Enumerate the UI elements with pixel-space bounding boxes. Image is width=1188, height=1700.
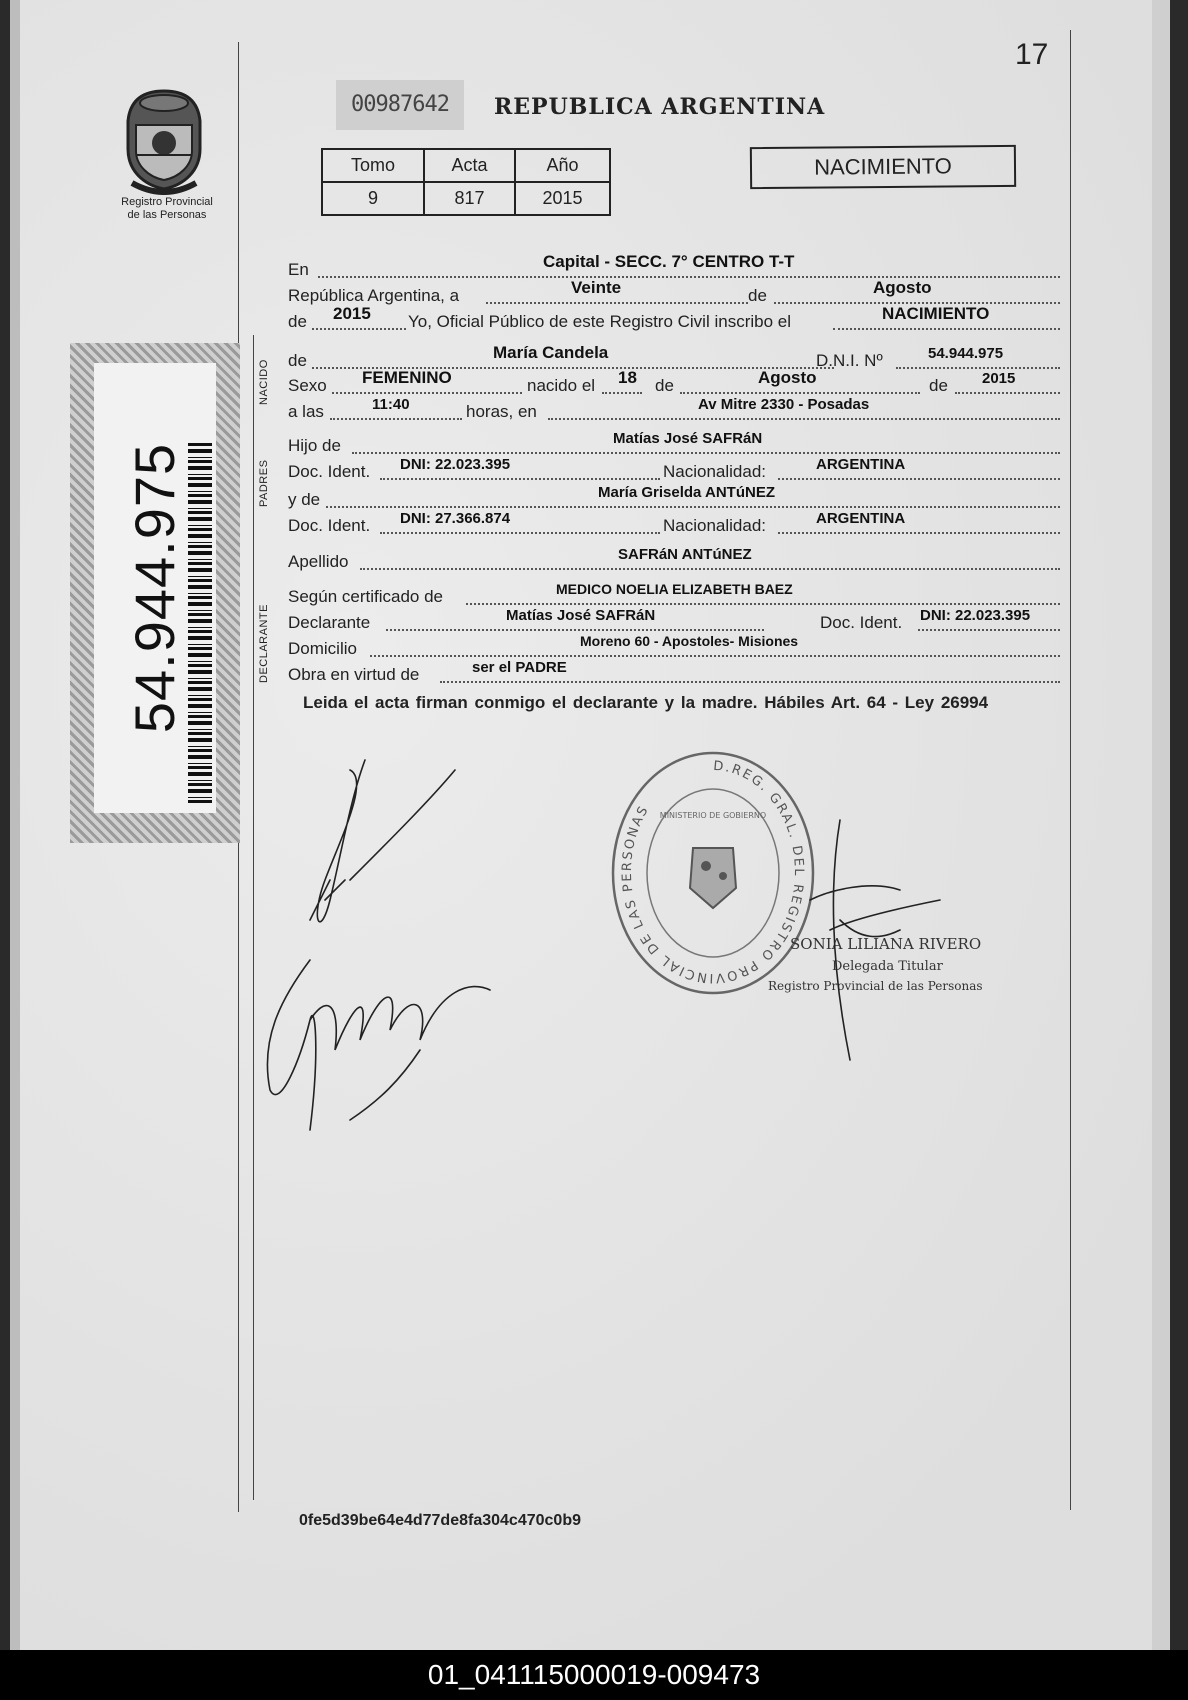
anio-header: Año — [515, 149, 610, 182]
en-value: Capital - SECC. 7° CENTRO T-T — [543, 252, 795, 271]
madre-value: María Griselda ANTúNEZ — [598, 484, 775, 501]
de-label: de — [748, 286, 767, 305]
sexo-value: FEMENINO — [362, 368, 452, 387]
madre-doc-label: Doc. Ident. — [288, 516, 371, 535]
page-right-edge — [1152, 0, 1170, 1650]
decl-doc-value: DNI: 22.023.395 — [920, 607, 1031, 624]
horas-label: horas, en — [466, 402, 537, 421]
padre-doc-value: DNI: 22.023.395 — [400, 456, 511, 473]
footer-id-bar: 01_041115000019-009473 — [0, 1650, 1188, 1700]
row-obra — [288, 659, 1060, 685]
padre-doc-label: Doc. Ident. — [288, 462, 371, 481]
mother-signature — [267, 960, 490, 1130]
dni-value: 54.944.975 — [928, 345, 1004, 362]
lugar-value: Av Mitre 2330 - Posadas — [698, 396, 870, 413]
official-seal-stamp — [608, 748, 818, 1000]
row-apellido — [288, 546, 1060, 572]
yde-label: y de — [288, 490, 321, 509]
acta-table — [321, 148, 611, 216]
right-margin-rule — [1070, 30, 1071, 1510]
madre-nac-value: ARGENTINA — [816, 510, 906, 527]
row-padre — [288, 430, 1060, 456]
de3-label: de — [929, 376, 948, 395]
row-fecha — [288, 278, 1060, 306]
inscribe-value: NACIMIENTO — [882, 304, 990, 323]
page-left-edge — [10, 0, 20, 1650]
provincial-crest-logo — [114, 85, 214, 195]
page-number: 17 — [1015, 38, 1049, 71]
hora-value: 11:40 — [372, 396, 410, 413]
row-madre-doc — [288, 510, 1060, 536]
certificado-value: MEDICO NOELIA ELIZABETH BAEZ — [556, 581, 793, 597]
declarant-signature — [310, 760, 455, 922]
oficial-text: Yo, Oficial Público de este Registro Civil inscribo el — [408, 312, 791, 331]
stamp-inner-text: MINISTERIO DE GOBIERNO — [659, 811, 767, 820]
acta-header: Acta — [424, 149, 515, 182]
dia-value: Veinte — [571, 278, 622, 297]
anio-value: 2015 — [515, 182, 610, 215]
barcode-label — [70, 343, 240, 843]
nombre-value: María Candela — [493, 343, 609, 362]
anio-label: de — [288, 312, 307, 331]
row-madre — [288, 484, 1060, 510]
apellido-value: SAFRáN ANTúNEZ — [618, 546, 752, 563]
alas-label: a las — [288, 402, 324, 421]
tomo-value: 9 — [322, 182, 424, 215]
dni-label: D.N.I. Nº — [816, 351, 883, 370]
obra-value: ser el PADRE — [472, 659, 567, 676]
row-domicilio — [288, 633, 1060, 659]
side-label-padres: PADRES — [258, 459, 270, 507]
nac-dia-value: 18 — [618, 368, 637, 387]
row-en — [288, 252, 1060, 280]
apellido-label: Apellido — [288, 552, 349, 571]
padre-nac-label: Nacionalidad: — [663, 462, 767, 481]
mes-value: Agosto — [873, 278, 932, 297]
serial-number: 00987642 — [336, 80, 464, 130]
official-name: SONIA LILIANA RIVERO — [790, 935, 982, 953]
row-hora — [288, 396, 1060, 422]
sexo-label: Sexo — [288, 376, 327, 395]
closing-statement: Leida el acta firman conmigo el declarante y la madre. Hábiles Art. 64 - Ley 26994 — [303, 693, 989, 712]
decl-doc-label: Doc. Ident. — [820, 613, 903, 632]
barcode-bars — [188, 443, 212, 803]
row-certificado — [288, 581, 1060, 607]
barcode-panel — [94, 363, 216, 813]
row-anio — [288, 304, 1060, 332]
section-rule — [253, 335, 254, 1500]
hijo-label: Hijo de — [288, 436, 341, 455]
registry-label: Registro Provincial de las Personas — [121, 196, 213, 221]
republica-label: República Argentina, a — [288, 286, 460, 305]
domicilio-value: Moreno 60 - Apostoles- Misiones — [580, 633, 799, 649]
country-title: REPUBLICA ARGENTINA — [494, 94, 826, 120]
row-sexo — [288, 368, 1060, 396]
document-hash: 0fe5d39be64e4d77de8fa304c470c0b9 — [299, 1512, 581, 1529]
side-label-declarante: DECLARANTE — [258, 604, 270, 683]
document-type-box: NACIMIENTO — [750, 145, 1016, 189]
madre-doc-value: DNI: 27.366.874 — [400, 510, 511, 527]
declarante-label: Declarante — [288, 613, 371, 632]
domicilio-label: Domicilio — [288, 639, 357, 658]
row-declarante — [288, 607, 1060, 633]
official-role: Delegada Titular — [832, 959, 943, 974]
obra-label: Obra en virtud de — [288, 665, 420, 684]
anio-inscripcion-value: 2015 — [333, 304, 371, 323]
acta-value: 817 — [424, 182, 515, 215]
nacido-label: nacido el — [527, 376, 596, 395]
en-label: En — [288, 260, 309, 279]
side-label-nacido: NACIDO — [258, 359, 270, 405]
nombre-label: de — [288, 351, 307, 370]
de2-label: de — [655, 376, 674, 395]
nac-mes-value: Agosto — [758, 368, 817, 387]
madre-nac-label: Nacionalidad: — [663, 516, 767, 535]
barcode-number: 54.944.975 — [123, 442, 186, 734]
stamp-ring-text: D.REG. GRAL. DEL REGISTRO PROVINCIAL DE LAS PERSONAS — [619, 758, 806, 986]
official-institution: Registro Provincial de las Personas — [768, 979, 983, 993]
padre-value: Matías José SAFRáN — [613, 430, 763, 447]
segun-label: Según certificado de — [288, 587, 443, 606]
padre-nac-value: ARGENTINA — [816, 456, 906, 473]
declarante-value: Matías José SAFRáN — [506, 607, 656, 624]
document-page — [10, 0, 1170, 1650]
row-padre-doc — [288, 456, 1060, 482]
tomo-header: Tomo — [322, 149, 424, 182]
nac-anio-value: 2015 — [982, 370, 1016, 387]
